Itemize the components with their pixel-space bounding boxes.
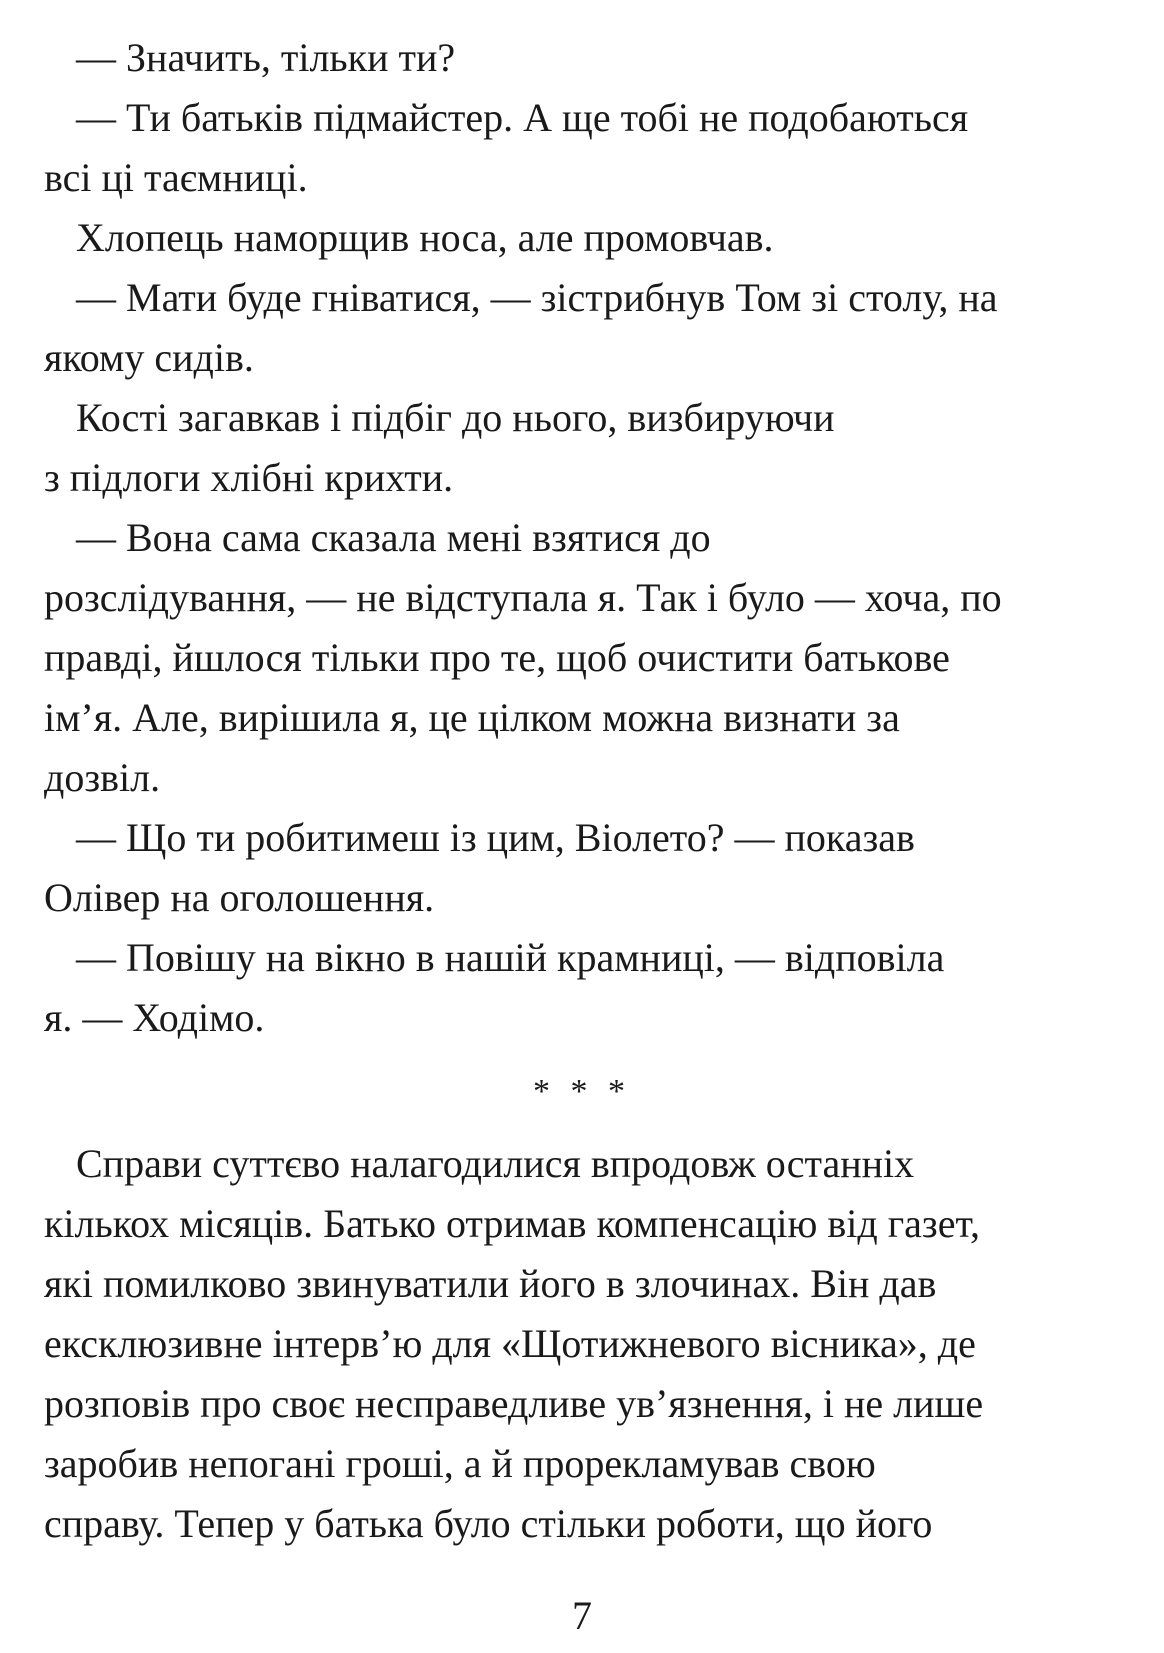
paragraph [44,88,1120,208]
text-line: всі ці таємниці. [44,155,308,200]
text-line: розслідування, — не відступала я. Так і було — хоча, по [44,575,1002,620]
text-line: заробив непогані гроші, а й прорекламував свою [44,1441,876,1486]
text-line: дозвіл. [44,755,161,800]
paragraph [44,508,1120,808]
text-line: правді, йшлося тільки про те, щоб очистити батькове [44,635,950,680]
text-line: ексклюзивне інтерв’ю для «Щотижневого вісника», де [44,1321,976,1366]
text-line: кількох місяців. Батько отримав компенсацію від газет, [44,1201,980,1246]
text-line: розповів про своє несправедливе ув’язнення, і не лише [44,1381,984,1426]
text-line: — Значить, тільки ти? [76,35,456,80]
text-line: з підлоги хлібні крихти. [44,455,454,500]
text-line: Кості загавкав і підбіг до нього, визбируючи [76,395,835,440]
text-line: ім’я. Але, вирішила я, це цілком можна визнати за [44,695,900,740]
text-line: я. — Ходімо. [44,995,265,1040]
paragraph [44,808,1120,928]
text-line: Олівер на оголошення. [44,875,435,920]
paragraph [44,208,1120,268]
text-line: — Що ти робитимеш із цим, Віолето? — показав [76,815,915,860]
text-line: справу. Тепер у батька було стільки роботи, що його [44,1501,933,1546]
paragraph [44,28,1120,88]
text-line: які помилково звинуватили його в злочинах. Він дав [44,1261,937,1306]
page-body [44,28,1120,1554]
text-line: якому сидів. [44,335,254,380]
text-line: — Мати буде гніватися, — зістрибнув Том зі столу, на [76,275,998,320]
page-number: 7 [572,1593,592,1638]
text-line: Справи суттєво налагодилися впродовж останніх [76,1141,915,1186]
text-line: Хлопець наморщив носа, але промовчав. [76,215,774,260]
paragraph [44,268,1120,388]
text-line: — Повішу на вікно в нашій крамниці, — відповіла [76,935,945,980]
text-line: — Вона сама сказала мені взятися до [76,515,711,560]
text-line: — Ти батьків підмайстер. А ще тобі не подобаються [76,95,969,140]
paragraph [44,388,1120,508]
paragraph [44,1134,1120,1554]
section-break: * * * [533,1073,631,1110]
paragraph [44,928,1120,1048]
